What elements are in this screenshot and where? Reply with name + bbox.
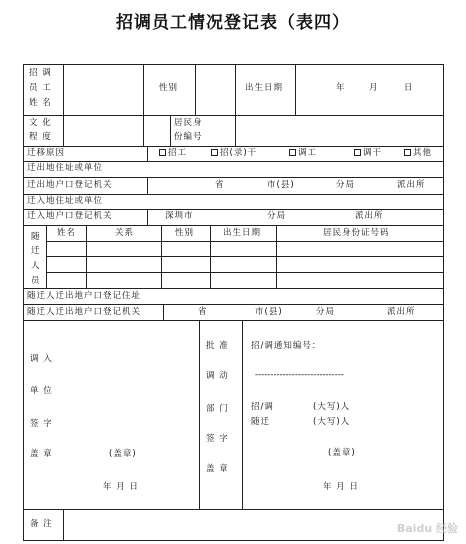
option-other[interactable]: 其他	[404, 148, 432, 159]
approve-label-5: 盖 章	[206, 464, 229, 474]
destination-branch-label: 分局	[267, 211, 287, 221]
option-transfer-cadre[interactable]: 调干	[354, 148, 382, 159]
family-station-label: 派出所	[387, 307, 416, 317]
birth-day-label: 日	[404, 83, 414, 93]
unit-label-1: 调 入	[30, 354, 53, 364]
approve-label-3: 部 门	[206, 404, 229, 414]
family-city-label: 市(县)	[255, 307, 283, 317]
remarks-label: 备 注	[30, 519, 53, 529]
checkbox-icon	[211, 149, 218, 156]
approve-label-1: 批 准	[206, 341, 229, 351]
option-recruit-worker[interactable]: 招工	[159, 148, 187, 159]
birth-year-label: 年	[336, 83, 346, 93]
option-recruit-cadre[interactable]: 招(录)干	[211, 148, 257, 159]
education-label-2: 程 度	[29, 132, 52, 142]
education-field[interactable]	[64, 116, 142, 146]
destination-registration-label: 迁入地户口登记机关	[27, 211, 113, 221]
name-field[interactable]	[64, 65, 142, 115]
family-side-char-1: 随	[31, 232, 40, 242]
education-label-1: 文 化	[29, 118, 52, 128]
unit-seal: (盖章)	[109, 449, 137, 459]
destination-city-label: 深圳市	[165, 211, 194, 221]
id-number-field[interactable]	[236, 116, 442, 146]
family-origin-address-label: 随迁人迁出地户口登记住址	[27, 291, 142, 301]
applicant-name-label-3: 姓 名	[29, 98, 52, 108]
approve-label-4: 签 字	[206, 434, 229, 444]
id-number-label-1: 居民身	[174, 118, 203, 128]
unit-label-3: 签 字	[30, 419, 53, 429]
destination-station-label: 派出所	[355, 211, 384, 221]
count-family-prefix: 随迁	[251, 417, 271, 427]
checkbox-icon	[159, 149, 166, 156]
origin-city-label: 市(县)	[267, 180, 295, 190]
transfer-notice-label: 招/调通知编号：	[251, 341, 322, 351]
origin-registration-label: 迁出地户口登记机关	[27, 180, 113, 190]
applicant-name-label-1: 招 调	[29, 68, 52, 78]
family-branch-label: 分局	[316, 307, 336, 317]
family-header-relation: 关系	[115, 228, 135, 238]
family-header-birth: 出生日期	[223, 228, 262, 238]
origin-branch-label: 分局	[336, 180, 356, 190]
remarks-field[interactable]	[64, 510, 442, 540]
unit-label-2: 单 位	[30, 386, 53, 396]
family-side-char-2: 迁	[31, 246, 40, 256]
birth-date-label: 出生日期	[245, 83, 284, 93]
unit-date: 年 月 日	[103, 482, 139, 492]
family-header-id: 居民身份证号码	[323, 228, 390, 238]
approve-seal: (盖章)	[328, 448, 356, 458]
family-province-label: 省	[198, 307, 208, 317]
migration-reason-label: 迁移原因	[27, 148, 66, 158]
baidu-watermark: Baidu 经验	[396, 522, 458, 535]
registration-form	[23, 64, 444, 541]
applicant-name-label-2: 员 工	[29, 83, 52, 93]
form-title: 招调员工情况登记表（表四）	[116, 13, 350, 33]
count-family-suffix: (大写)人	[313, 417, 351, 427]
checkbox-icon	[289, 149, 296, 156]
checkbox-icon	[354, 149, 361, 156]
approve-label-2: 调 动	[206, 371, 229, 381]
gender-field[interactable]	[196, 65, 234, 115]
unit-label-4: 盖 章	[30, 449, 53, 459]
origin-province-label: 省	[215, 180, 225, 190]
family-origin-registration-label: 随迁人迁出地户口登记机关	[27, 307, 142, 317]
option-transfer-worker[interactable]: 调工	[289, 148, 317, 159]
origin-station-label: 派出所	[397, 180, 426, 190]
birth-month-label: 月	[369, 83, 379, 93]
family-side-char-4: 员	[31, 276, 40, 286]
family-header-gender: 性别	[175, 228, 195, 238]
id-number-label-2: 份编号	[174, 132, 203, 142]
origin-address-label: 迁出地住址或单位	[27, 163, 104, 173]
family-header-name: 姓名	[57, 228, 77, 238]
approve-date: 年 月 日	[323, 482, 359, 492]
checkbox-icon	[404, 149, 411, 156]
count-recruit-suffix: (大写)人	[313, 402, 351, 412]
gender-label: 性别	[159, 83, 179, 93]
notice-number-line: -----------------------------	[255, 370, 344, 380]
count-recruit-prefix: 招/调	[251, 402, 274, 412]
destination-address-label: 迁入地住址或单位	[27, 196, 104, 206]
family-side-char-3: 人	[31, 261, 40, 271]
